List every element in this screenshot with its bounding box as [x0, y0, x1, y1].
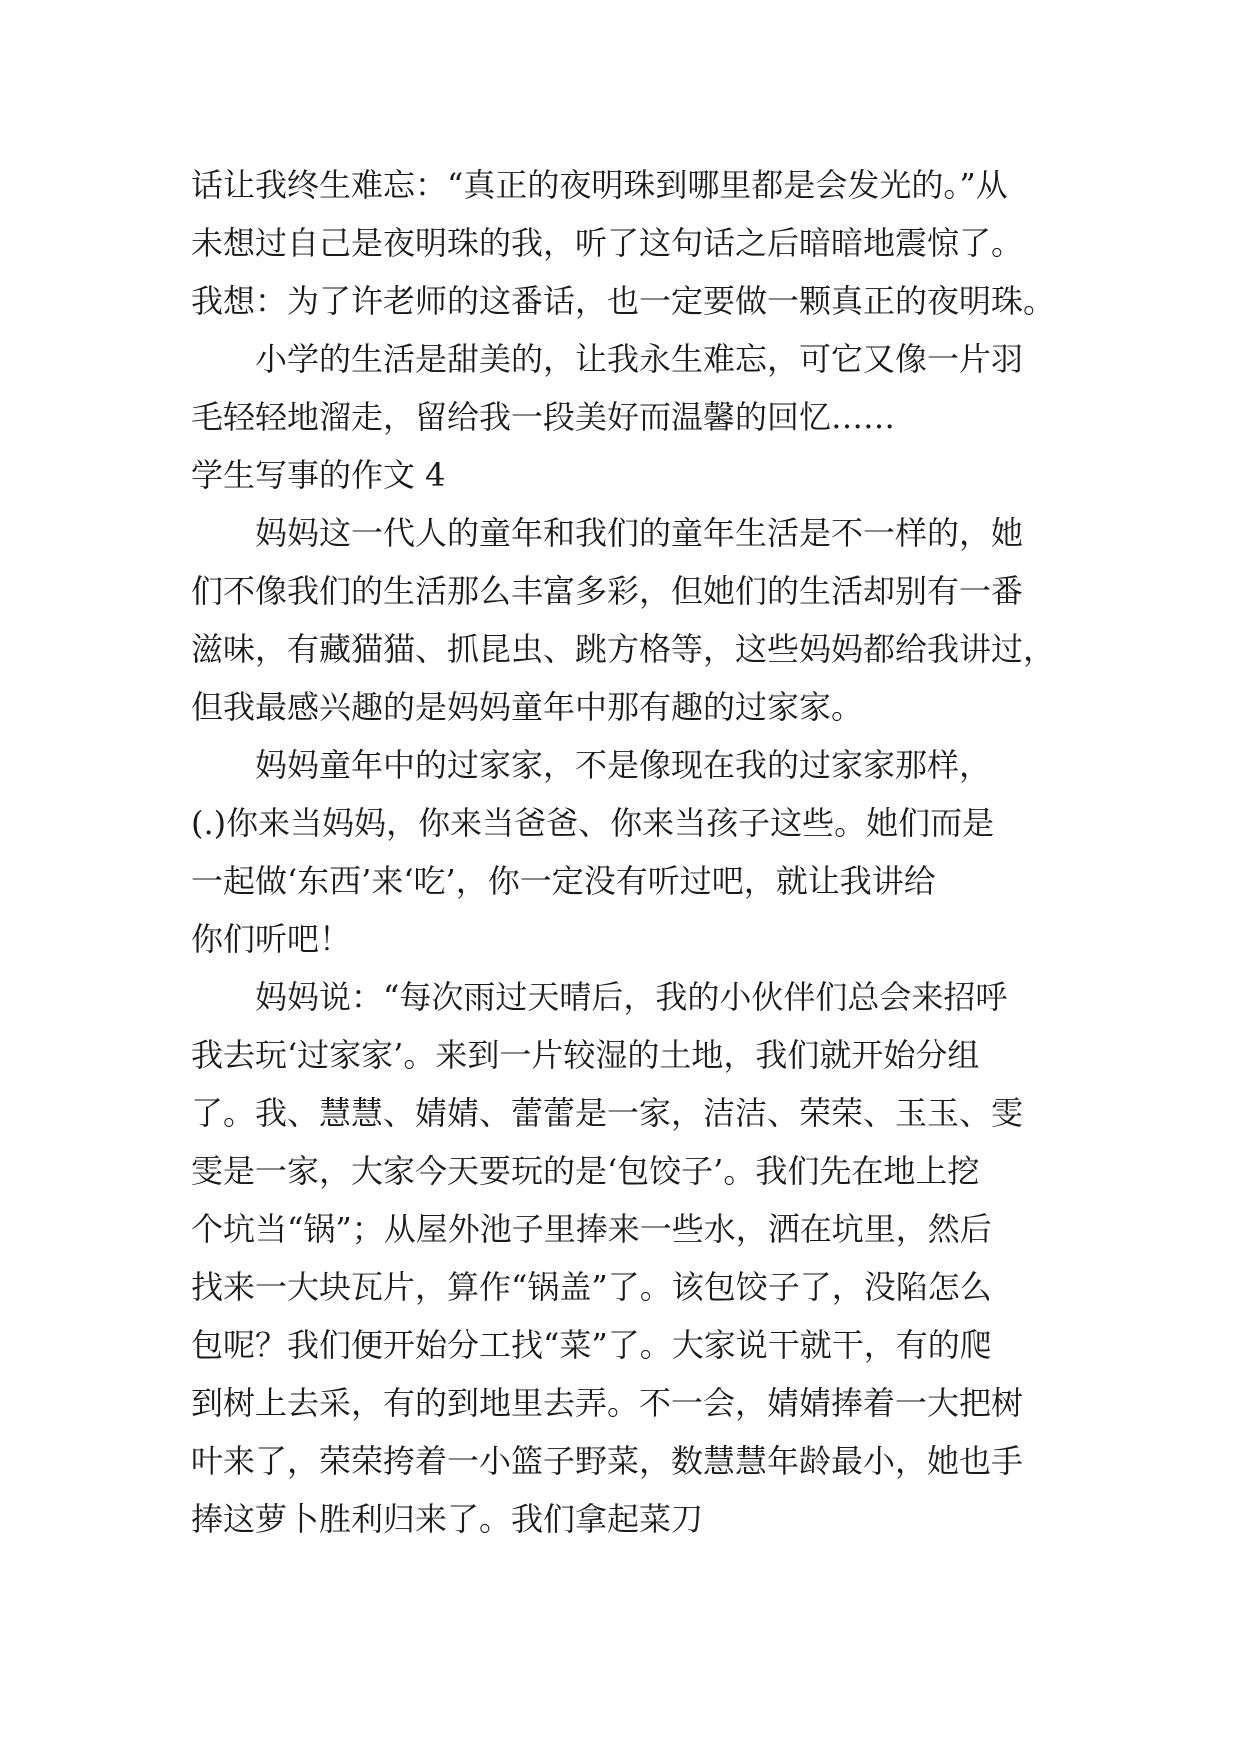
text-line: 我去玩‘过家家’。来到一片较湿的土地，我们就开始分组 — [191, 1036, 980, 1074]
section-heading: 学生写事的作文 4 — [191, 456, 446, 494]
text-line: 捧这萝卜胜利归来了。我们拿起菜刀 — [191, 1500, 704, 1538]
text-line: 话让我终生难忘：“真正的夜明珠到哪里都是会发光的。”从 — [191, 166, 1008, 204]
text-line: 未想过自己是夜明珠的我，听了这句话之后暗暗地震惊了。 — [191, 224, 1024, 262]
text-line: (.)你来当妈妈，你来当爸爸、你来当孩子这些。她们而是 — [191, 804, 995, 842]
text-line: 小学的生活是甜美的，让我永生难忘，可它又像一片羽 — [191, 340, 1024, 378]
text-line: 但我最感兴趣的是妈妈童年中那有趣的过家家。 — [191, 688, 864, 726]
text-line: 我想：为了许老师的这番话，也一定要做一颗真正的夜明珠。 — [191, 282, 1056, 320]
text-line: 妈妈说：“每次雨过天晴后，我的小伙伴们总会来招呼 — [191, 978, 1008, 1016]
text-line: 们不像我们的生活那么丰富多彩，但她们的生活却别有一番 — [191, 572, 1024, 610]
essay-body — [191, 156, 1071, 1548]
text-line: 雯是一家，大家今天要玩的是‘包饺子’。我们先在地上挖 — [191, 1152, 980, 1190]
text-line: 找来一大块瓦片，算作“锅盖”了。该包饺子了，没陷怎么 — [191, 1268, 992, 1306]
text-line: 一起做‘东西’来‘吃’，你一定没有听过吧，就让我讲给 — [191, 862, 936, 900]
text-line: 毛轻轻地溜走，留给我一段美好而温馨的回忆…… — [191, 398, 896, 436]
text-line: 妈妈童年中的过家家，不是像现在我的过家家那样， — [191, 746, 992, 784]
text-line: 个坑当“锅”；从屋外池子里捧来一些水，洒在坑里，然后 — [191, 1210, 992, 1248]
text-line: 妈妈这一代人的童年和我们的童年生活是不一样的，她 — [191, 514, 1024, 552]
text-line: 到树上去采，有的到地里去弄。不一会，婧婧捧着一大把树 — [191, 1384, 1024, 1422]
text-line: 你们听吧！ — [191, 920, 352, 958]
text-line: 包呢？我们便开始分工找“菜”了。大家说干就干，有的爬 — [191, 1326, 992, 1364]
text-line: 了。我、慧慧、婧婧、蕾蕾是一家，洁洁、荣荣、玉玉、雯 — [191, 1094, 1024, 1132]
text-line: 滋味，有藏猫猫、抓昆虫、跳方格等，这些妈妈都给我讲过， — [191, 630, 1056, 668]
text-line: 叶来了，荣荣挎着一小篮子野菜，数慧慧年龄最小，她也手 — [191, 1442, 1024, 1480]
